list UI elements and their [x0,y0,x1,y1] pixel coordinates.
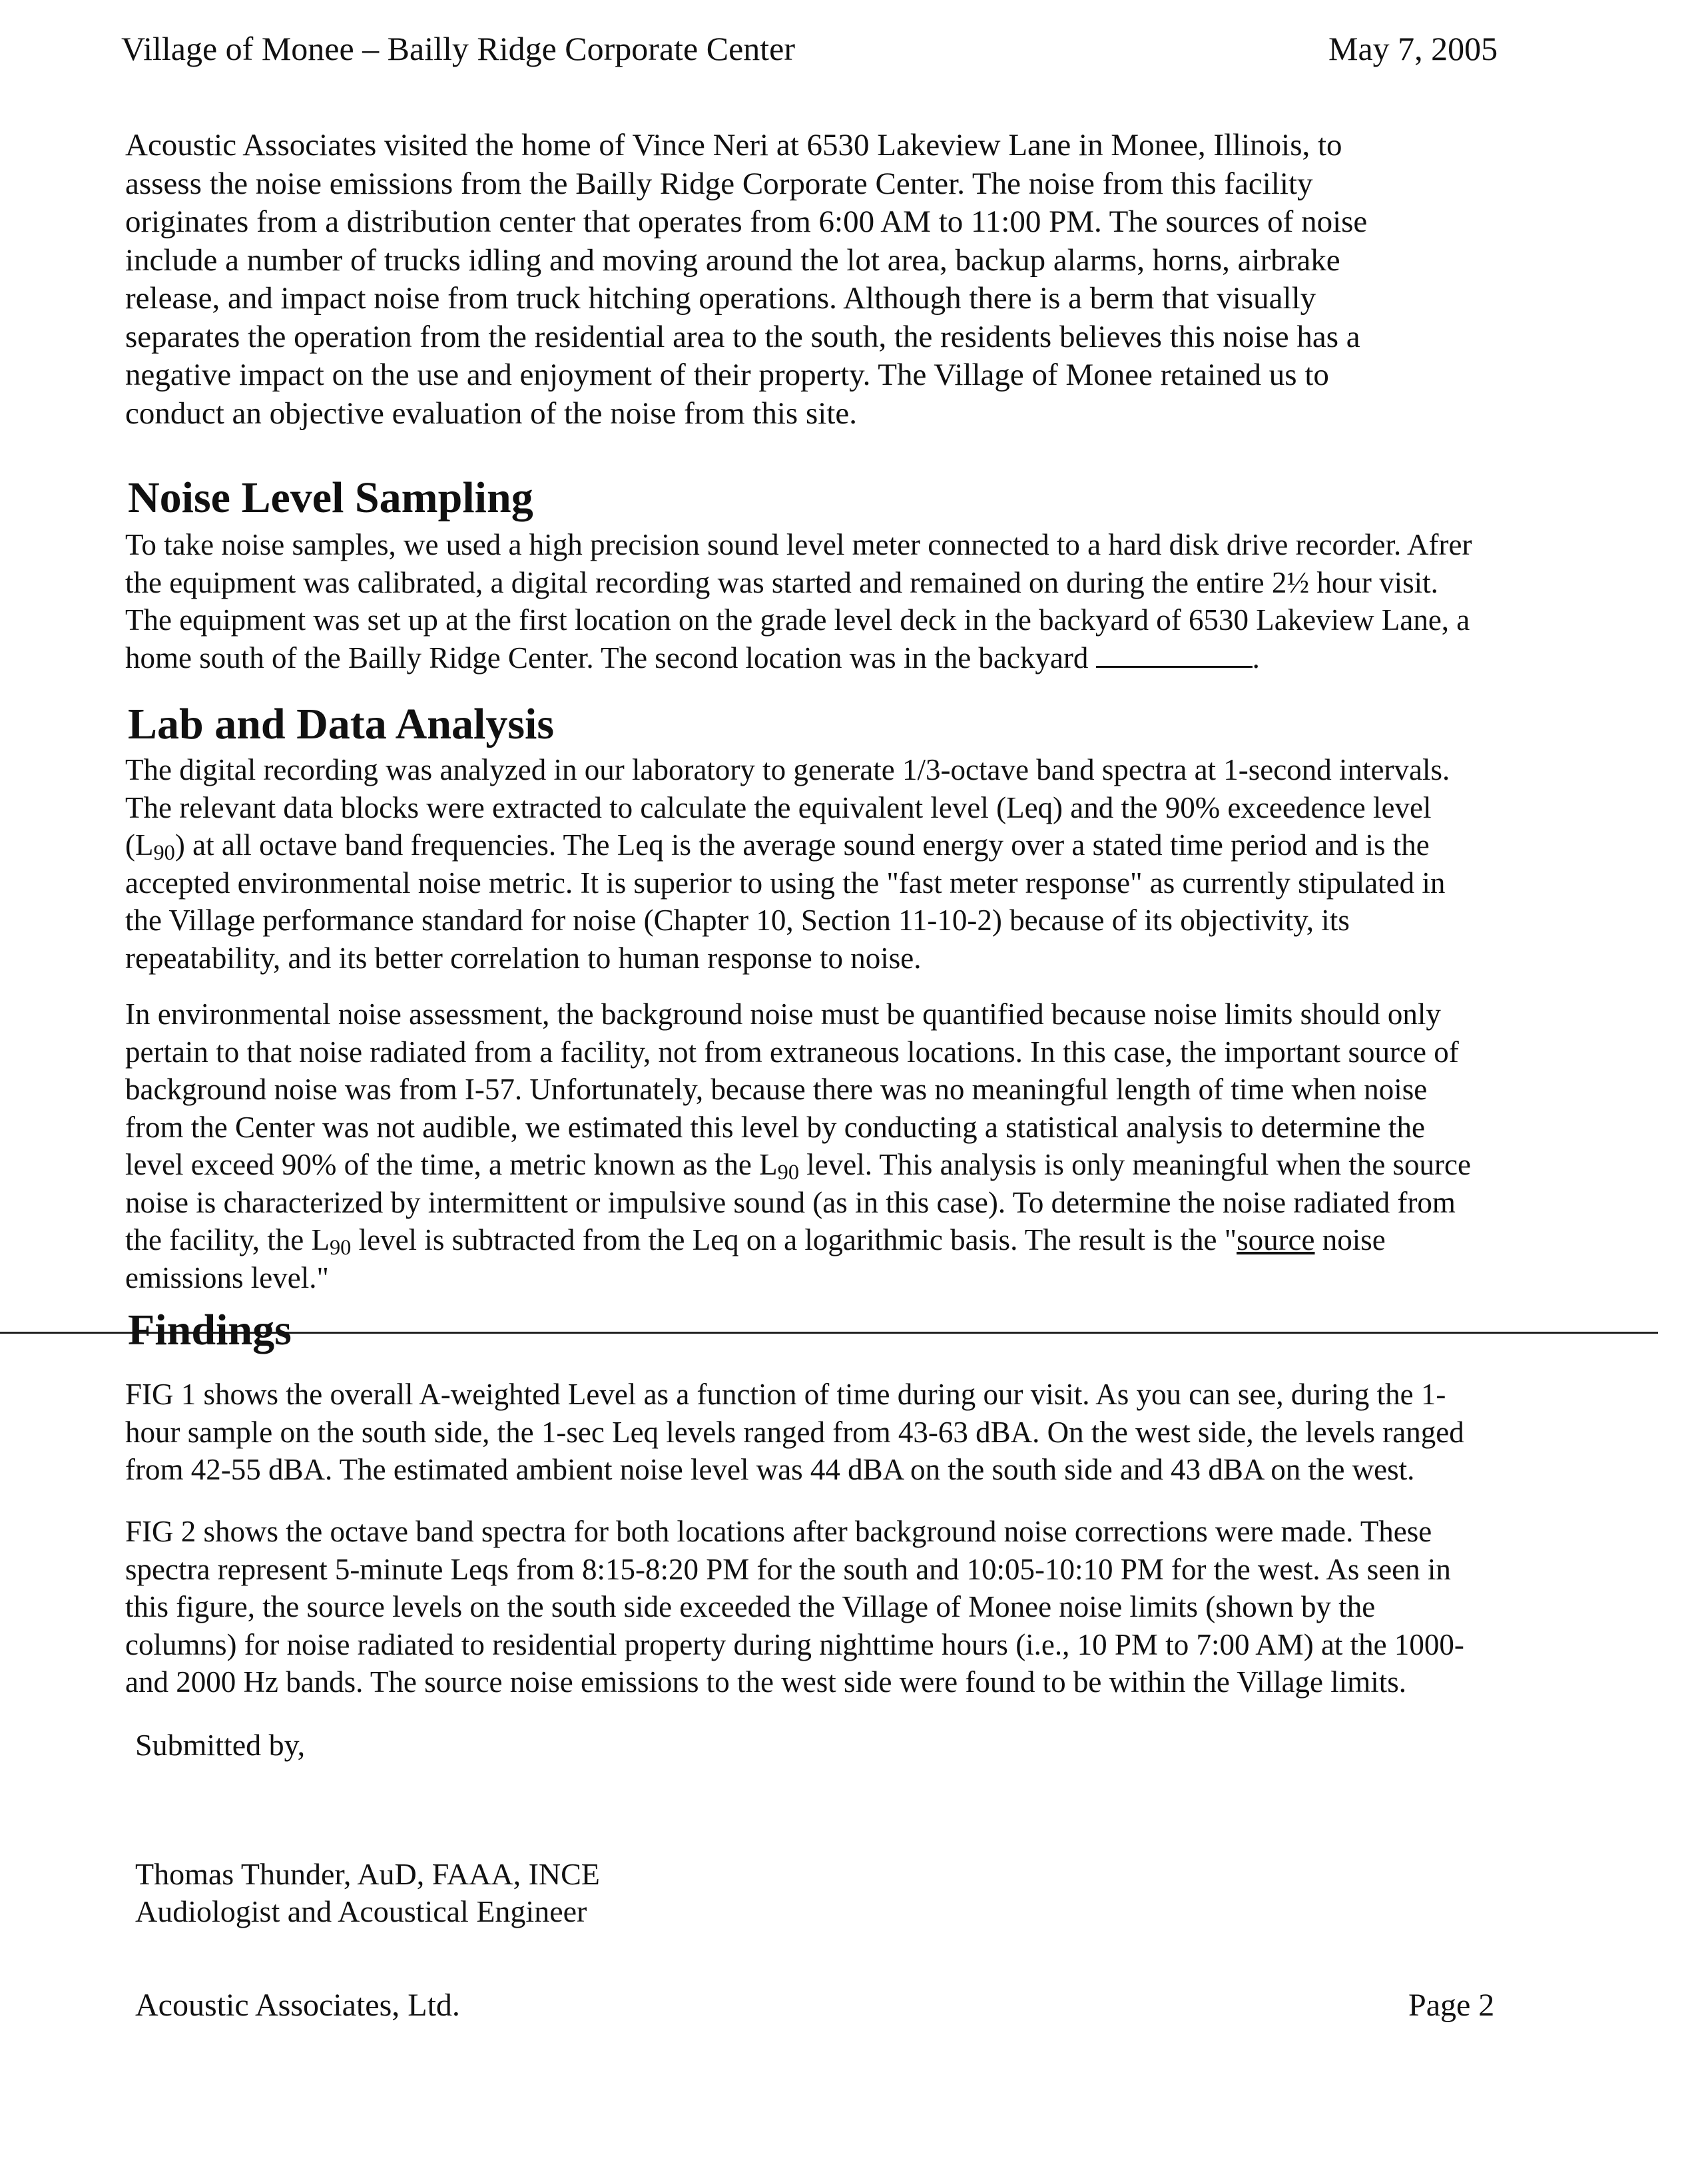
findings-line: and 2000 Hz bands. The source noise emissions to the west side were found to be within the Village limits. [125,1665,1407,1699]
lab-text: level. This analysis is only meaningful when the source [799,1148,1471,1181]
findings-line: from 42-55 dBA. The estimated ambient noise level was 44 dBA on the south side and 43 dBA on the west. [125,1453,1415,1486]
lab-line: noise is characterized by intermittent or impulsive sound (as in this case). To determine the noise radiated from [125,1185,1456,1219]
sampling-line-text: home south of the Bailly Ridge Center. The second location was in the backyard [125,641,1096,675]
findings-line: columns) for noise radiated to residential property during nighttime hours (i.e., 10 PM to 7:00 AM) at the 1000- [125,1627,1464,1661]
section-heading-sampling: Noise Level Sampling [128,473,533,522]
lab-text: level exceed 90% of the time, a metric known as the L [125,1148,778,1181]
sampling-line: To take noise samples, we used a high precision sound level meter connected to a hard disk drive recorder. Afrer [125,528,1472,561]
page-number: Page 2 [1408,1988,1495,2023]
section-heading-lab: Lab and Data Analysis [128,700,555,748]
lab-line: The digital recording was analyzed in our laboratory to generate 1/3-octave band spectra at 1-second intervals. [125,753,1450,786]
header-date: May 7, 2005 [1328,30,1498,67]
lab-line: from the Center was not audible, we estimated this level by conducting a statistical analysis to determine the [125,1110,1425,1144]
findings-line: this figure, the source levels on the south side exceeded the Village of Monee noise limits (shown by the [125,1590,1376,1623]
lab-line: accepted environmental noise metric. It is superior to using the "fast meter response" as currently stipulated in [125,866,1446,900]
sampling-line [125,639,1514,677]
lab-text: (L [125,828,154,862]
intro-line: separates the operation from the residential area to the south, the residents believes this noise has a [125,319,1360,354]
lab-line [125,826,1514,864]
sampling-paragraph [125,526,1514,677]
lab-paragraph-2 [125,995,1514,1296]
subscript: 90 [329,1236,352,1260]
intro-paragraph [125,127,1514,433]
intro-line: include a number of trucks idling and moving around the lot area, backup alarms, horns, airbrake [125,242,1340,278]
sampling-line-end: . [1252,641,1260,675]
lab-line: the Village performance standard for noise (Chapter 10, Section 11-10-2) because of its objectivity, its [125,904,1350,937]
intro-line: negative impact on the use and enjoyment of their property. The Village of Monee retained us to [125,358,1329,392]
intro-line: release, and impact noise from truck hitching operations. Although there is a berm that visually [125,281,1316,316]
findings-line: hour sample on the south side, the 1-sec Leq levels ranged from 43-63 dBA. On the west side, the levels ranged [125,1415,1464,1449]
findings-line: spectra represent 5-minute Leqs from 8:15-8:20 PM for the south and 10:05-10:10 PM for the west. As seen in [125,1552,1451,1586]
subscript: 90 [153,841,175,866]
subscript: 90 [777,1161,800,1185]
findings-line: FIG 2 shows the octave band spectra for both locations after background noise corrections were made. These [125,1515,1432,1548]
lab-line: pertain to that noise radiated from a facility, not from extraneous locations. In this case, the important source of [125,1035,1459,1069]
underlined-word: source [1237,1223,1315,1256]
lab-line: background noise was from I-57. Unfortunately, because there was no meaningful length of time when noise [125,1073,1428,1106]
findings-paragraph-1 [125,1376,1514,1489]
intro-line: conduct an objective evaluation of the noise from this site. [125,396,857,431]
intro-line: Acoustic Associates visited the home of Vince Neri at 6530 Lakeview Lane in Monee, Illinois, to [125,128,1342,162]
lab-line [125,1146,1514,1184]
lab-line: In environmental noise assessment, the background noise must be quantified because noise limits should only [125,997,1441,1031]
lab-line [125,1221,1514,1259]
lab-line: emissions level." [125,1260,329,1294]
lab-text: ) at all octave band frequencies. The Leq is the average sound energy over a stated time period and is the [174,828,1430,862]
findings-paragraph-2 [125,1513,1514,1701]
lab-text: the facility, the L [125,1223,330,1256]
signer-name: Thomas Thunder, AuD, FAAA, INCE [135,1857,600,1891]
lab-line: repeatability, and its better correlation to human response to noise. [125,941,922,975]
submitted-by: Submitted by, [135,1728,306,1762]
intro-line: assess the noise emissions from the Bailly Ridge Corporate Center. The noise from this facility [125,166,1313,201]
section-heading-findings: Findings [128,1306,292,1354]
footer-company: Acoustic Associates, Ltd. [135,1988,460,2023]
sampling-line: the equipment was calibrated, a digital recording was started and remained on during the entire 2½ hour visit. [125,565,1438,599]
lab-paragraph-1 [125,751,1514,977]
signer-title: Audiologist and Acoustical Engineer [135,1894,587,1928]
header-title: Village of Monee – Bailly Ridge Corporate Center [121,30,796,67]
intro-line: originates from a distribution center that operates from 6:00 AM to 11:00 PM. The sources of noise [125,204,1368,239]
blank-fill-in [1096,642,1253,668]
findings-line: FIG 1 shows the overall A-weighted Level as a function of time during our visit. As you can see, during the 1- [125,1378,1446,1411]
sampling-line: The equipment was set up at the first location on the grade level deck in the backyard of 6530 Lakeview Lane, a [125,603,1470,637]
lab-text: level is subtracted from the Leq on a logarithmic basis. The result is the " [351,1223,1237,1256]
lab-line: The relevant data blocks were extracted to calculate the equivalent level (Leq) and the 90% exceedence level [125,790,1432,824]
lab-text: noise [1314,1223,1386,1256]
